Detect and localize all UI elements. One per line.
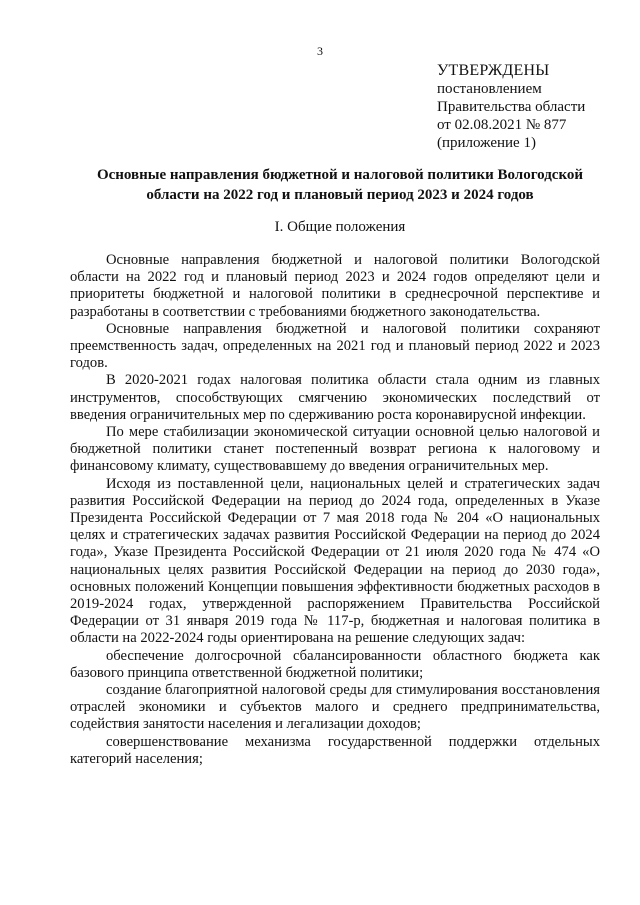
paragraph: создание благоприятной налоговой среды для стимулирования восстановления отраслей экономики и субъектов малого и среднего предпринимательства, содействия занятости населения и легализации доходов; — [70, 682, 600, 733]
approval-heading: УТВЕРЖДЕНЫ — [437, 62, 550, 79]
paragraph: совершенствование механизма государственной поддержки отдельных категорий населения; — [70, 733, 600, 767]
document-body — [70, 252, 600, 768]
paragraph: Основные направления бюджетной и налоговой политики Вологодской области на 2022 год и плановый период 2023 и 2024 годов определяют цели и приоритеты бюджетной и налоговой политики в среднесрочной перспективе и разработаны в соответствии с требованиями бюджетного законодательства. — [70, 252, 600, 320]
approval-line: постановлением — [437, 81, 542, 97]
section-heading: I. Общие положения — [274, 219, 406, 235]
paragraph: В 2020-2021 годах налоговая политика области стала одним из главных инструментов, способствующих смягчению экономических последствий от введения ограничительных мер по сдерживанию роста коронавирусной инфекции. — [70, 372, 600, 423]
approval-stamp — [437, 62, 627, 152]
approval-line: Правительства области — [437, 99, 586, 115]
document-title: Основные направления бюджетной и налоговой политики Вологодской области на 2022 год и плановый период 2023 и 2024 годов — [96, 167, 584, 203]
paragraph: Исходя из поставленной цели, национальных целей и стратегических задач развития Российской Федерации на период до 2024 года, определенных в Указе Президента Российской Федерации от 7 мая 2018 года № 204 «О национальных целях и стратегических задачах развития Российской Федерации на период до 2024 года», Указе Президента Российской Федерации от 21 июля 2020 года № 474 «О национальных целях развития Российской Федерации на период до 2030 года», основных положений Концепции повышения эффективности бюджетных расходов в 2019-2024 годах, утвержденной распоряжением Правительства Российской Федерации от 31 января 2019 года № 117-р, бюджетная и налоговая политика в области на 2022-2024 годы ориентирована на решение следующих задач: — [70, 475, 600, 647]
paragraph: Основные направления бюджетной и налоговой политики сохраняют преемственность задач, определенных на 2021 год и плановый период 2022 и 2023 годов. — [70, 320, 600, 372]
paragraph: обеспечение долгосрочной сбалансированности областного бюджета как базового принципа ответственной бюджетной политики; — [70, 647, 600, 681]
approval-line: (приложение 1) — [437, 135, 536, 151]
approval-line: от 02.08.2021 № 877 — [437, 117, 567, 133]
paragraph: По мере стабилизации экономической ситуации основной целью налоговой и бюджетной политики станет постепенный возврат региона к налоговому и финансовому климату, существовавшему до введения ограничительных мер. — [70, 424, 600, 475]
page-number: 3 — [317, 44, 323, 58]
